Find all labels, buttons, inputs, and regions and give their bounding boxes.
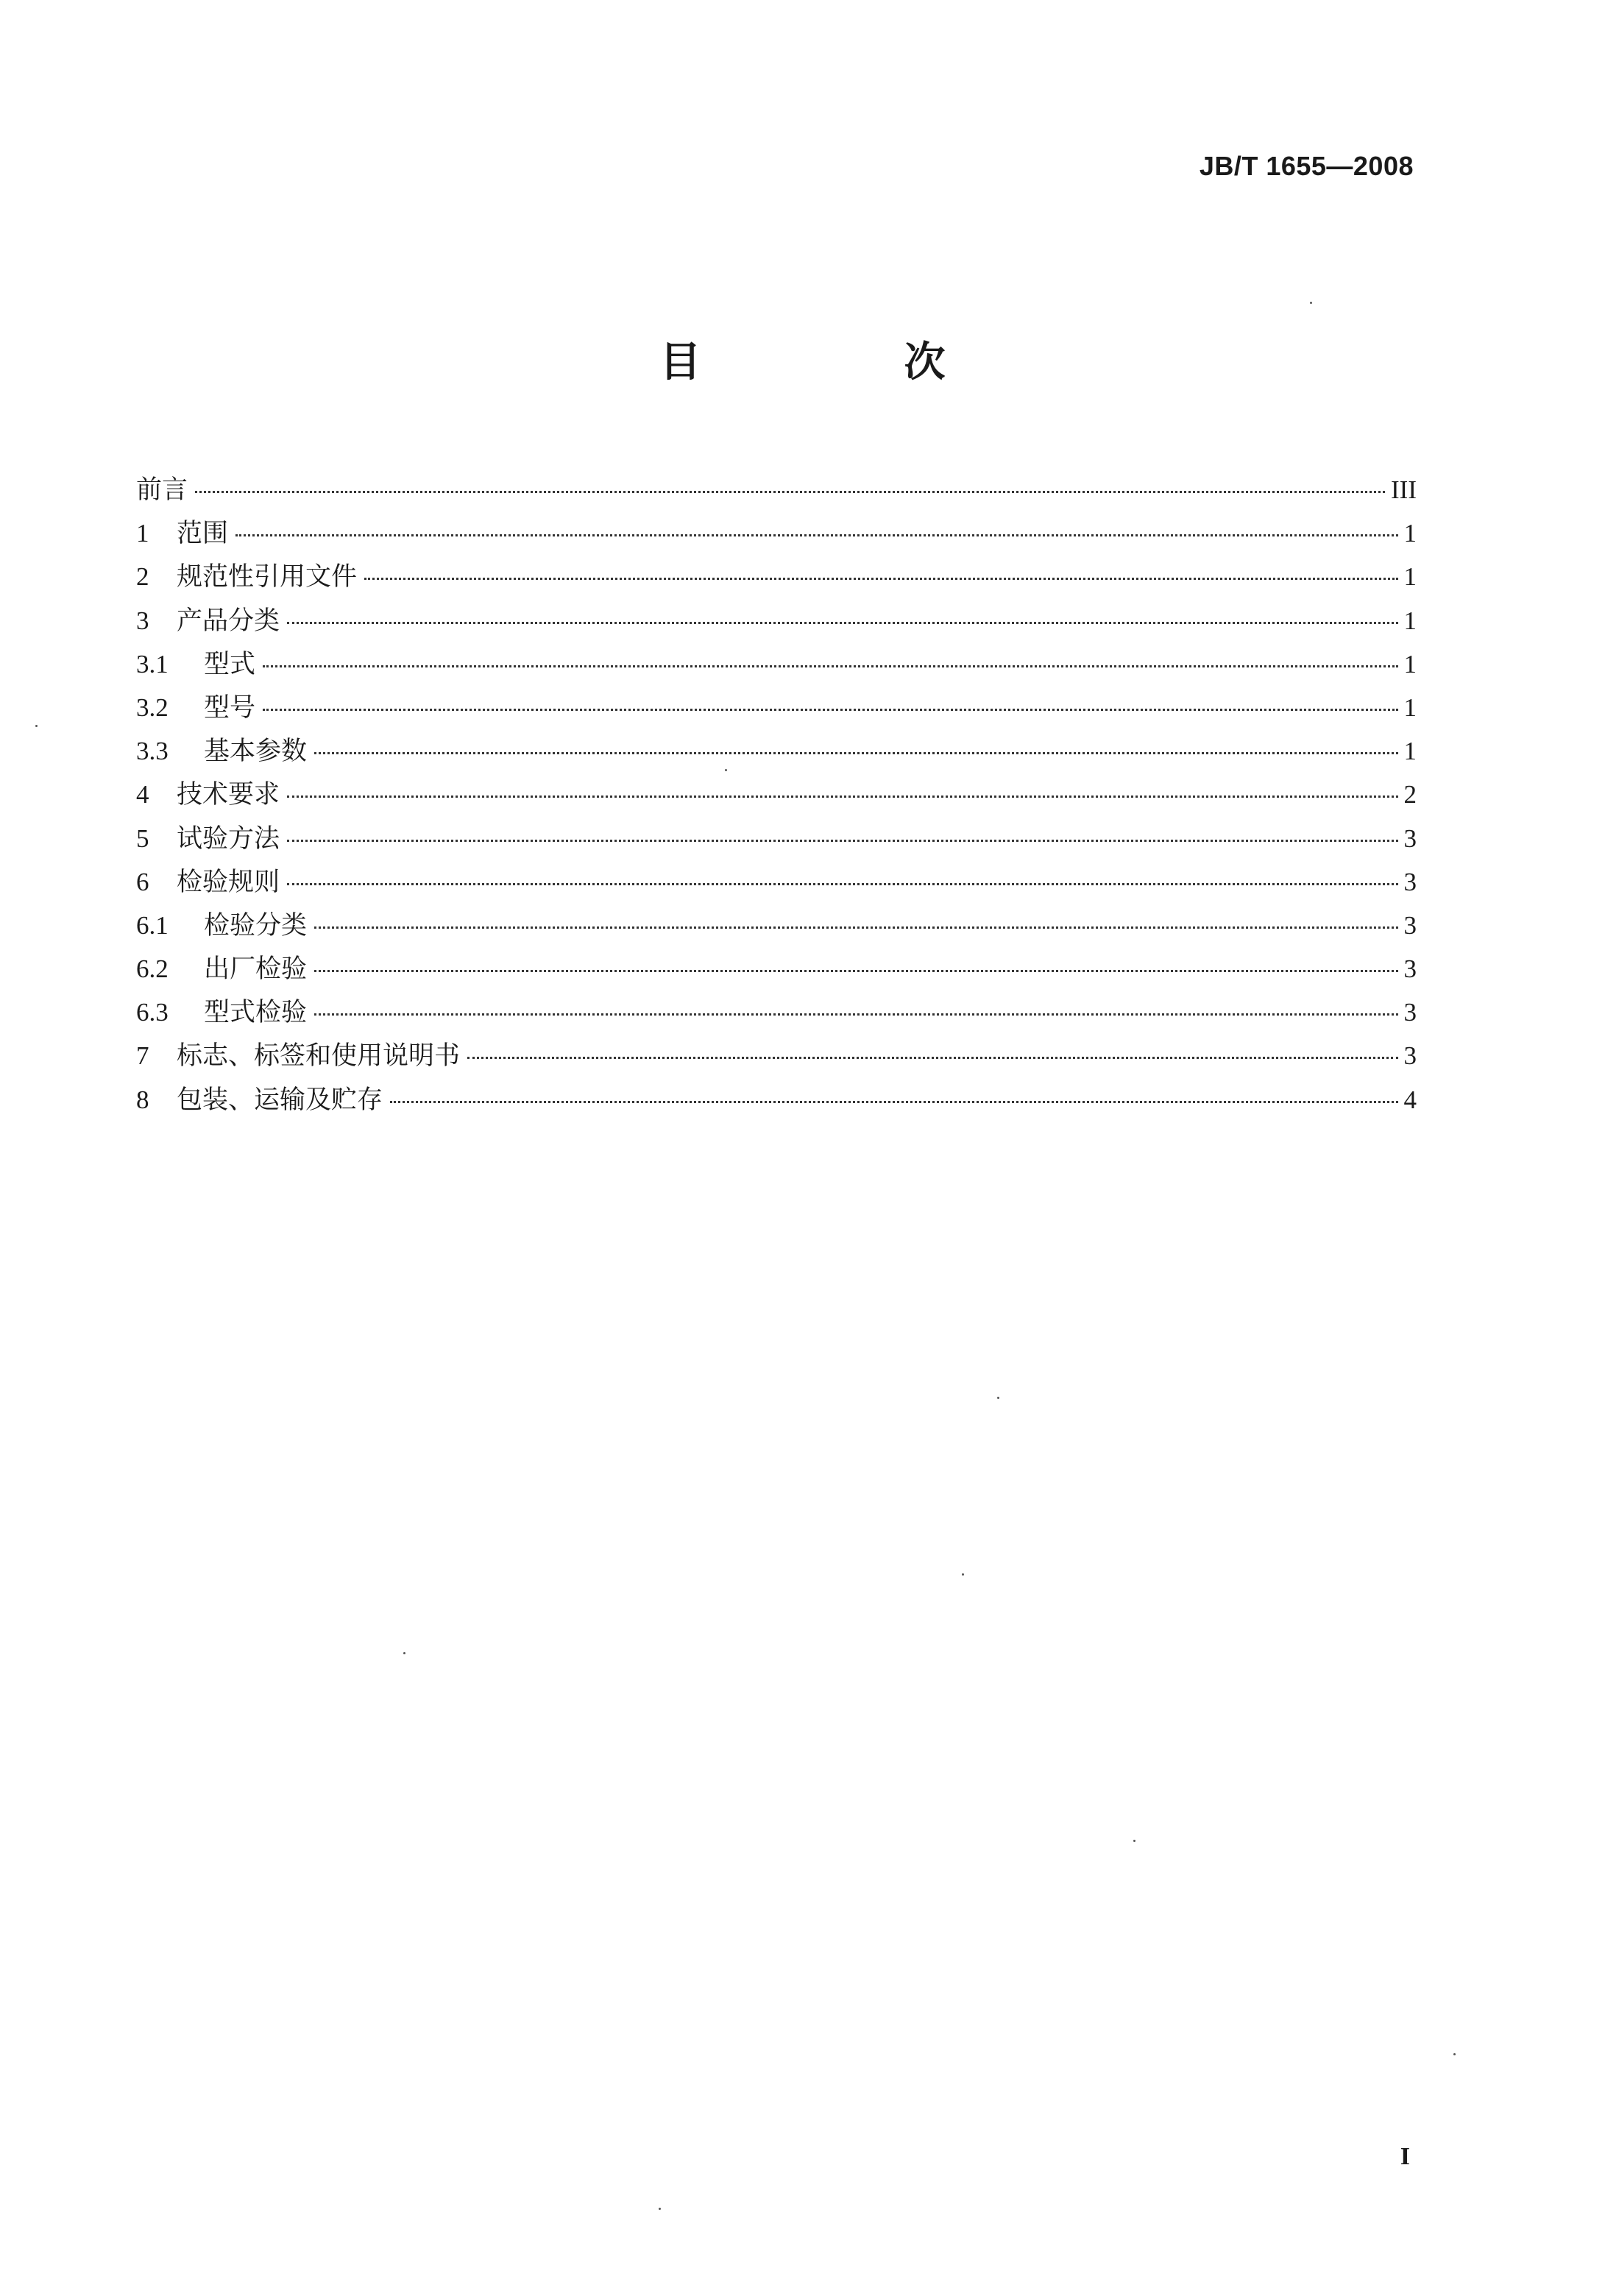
toc-entry-number: 3.2 [136,692,169,722]
dot-leader [287,883,1397,885]
scan-speck [1310,302,1312,304]
toc-entry-page: 3 [1403,954,1417,984]
toc-entry-page: 1 [1403,737,1417,766]
dot-leader [314,752,1397,754]
toc-entry-label: 基本参数 [204,737,308,767]
toc-entry-label: 包装、运输及贮存 [177,1085,383,1115]
toc-entry-label: 试验方法 [177,823,280,854]
toc-entry-3-2[interactable] [136,687,1417,731]
dot-leader [263,665,1397,667]
toc-entry-number: 4 [136,780,149,809]
toc-entry-label: 标志、标签和使用说明书 [177,1041,461,1071]
toc-entry-number: 6 [136,867,149,896]
scan-speck [403,1652,405,1654]
toc-entry-label: 型号 [204,692,256,723]
toc-entry-number: 7 [136,1041,149,1071]
scan-speck [725,769,727,771]
toc-entry-6-1[interactable] [136,905,1417,949]
toc-entry-number: 8 [136,1085,149,1114]
standard-code: JB/T 1655—2008 [1199,151,1414,181]
scan-speck [962,1573,964,1576]
toc-entry-page: III [1391,475,1417,504]
toc-entry-label: 检验规则 [177,867,280,897]
toc-entry-number: 3.1 [136,649,169,678]
dot-leader [314,970,1397,972]
scan-speck [997,1397,999,1399]
toc-entry-number: 6.1 [136,910,169,940]
dot-leader [195,491,1385,493]
toc-entry-page: 1 [1403,692,1417,722]
toc-entry-3-1[interactable] [136,644,1417,687]
toc-entry-page: 3 [1403,1041,1417,1071]
toc-entry-label: 技术要求 [177,780,280,810]
toc-entry-4[interactable] [136,774,1417,818]
toc-entry-page: 1 [1403,649,1417,678]
toc-entry-3[interactable] [136,600,1417,644]
toc-entry-page: 1 [1403,519,1417,548]
toc-entry-2[interactable] [136,556,1417,600]
dot-leader [287,796,1397,798]
toc-entry-number: 6.2 [136,954,169,984]
toc-entry-label: 产品分类 [177,606,280,636]
scan-speck [35,725,38,727]
toc-entry-label: 型式检验 [204,998,308,1028]
scan-speck [1453,2053,1456,2055]
toc-entry-3-3[interactable] [136,731,1417,774]
page-number: I [1400,2143,1410,2170]
toc-entry-label: 规范性引用文件 [177,562,358,592]
toc-entry-page: 3 [1403,867,1417,896]
dot-leader [314,926,1397,929]
toc-entry-6-3[interactable] [136,992,1417,1035]
dot-leader [364,578,1397,580]
dot-leader [467,1057,1397,1059]
toc-entry-page: 3 [1403,823,1417,853]
toc-entry-label: 检验分类 [204,910,308,940]
toc-title: 目 次 [659,339,1027,386]
toc-entry-page: 3 [1403,910,1417,940]
toc-entry-label: 范围 [177,519,229,549]
toc-entry-page: 2 [1403,780,1417,809]
dot-leader [287,840,1397,842]
scan-speck [1133,1840,1135,1842]
toc-entry-number: 5 [136,823,149,853]
dot-leader [390,1101,1397,1103]
dot-leader [314,1013,1397,1016]
toc-entry-label: 型式 [204,649,256,679]
toc-entry-1[interactable] [136,513,1417,556]
toc-entry-6-2[interactable] [136,949,1417,992]
toc-entry-number: 6.3 [136,998,169,1027]
dot-leader [263,709,1397,711]
toc-entry-number: 3.3 [136,737,169,766]
toc-entry-page: 1 [1403,606,1417,635]
toc-entry-page: 4 [1403,1085,1417,1114]
dot-leader [287,622,1397,624]
toc-entry-7[interactable] [136,1035,1417,1079]
toc-entry-page: 1 [1403,562,1417,592]
toc-entry-6[interactable] [136,862,1417,905]
toc-entry-preface[interactable] [136,470,1417,513]
toc-entry-number: 1 [136,519,149,548]
toc-entry-5[interactable] [136,818,1417,862]
toc-entry-number: 2 [136,562,149,592]
toc-entry-label: 前言 [136,475,188,505]
toc-entry-8[interactable] [136,1080,1417,1123]
toc-entry-label: 出厂检验 [204,954,308,985]
scan-speck [659,2208,661,2210]
toc-entry-number: 3 [136,606,149,635]
toc-entry-page: 3 [1403,998,1417,1027]
toc-list [136,470,1417,1123]
dot-leader [235,534,1397,536]
